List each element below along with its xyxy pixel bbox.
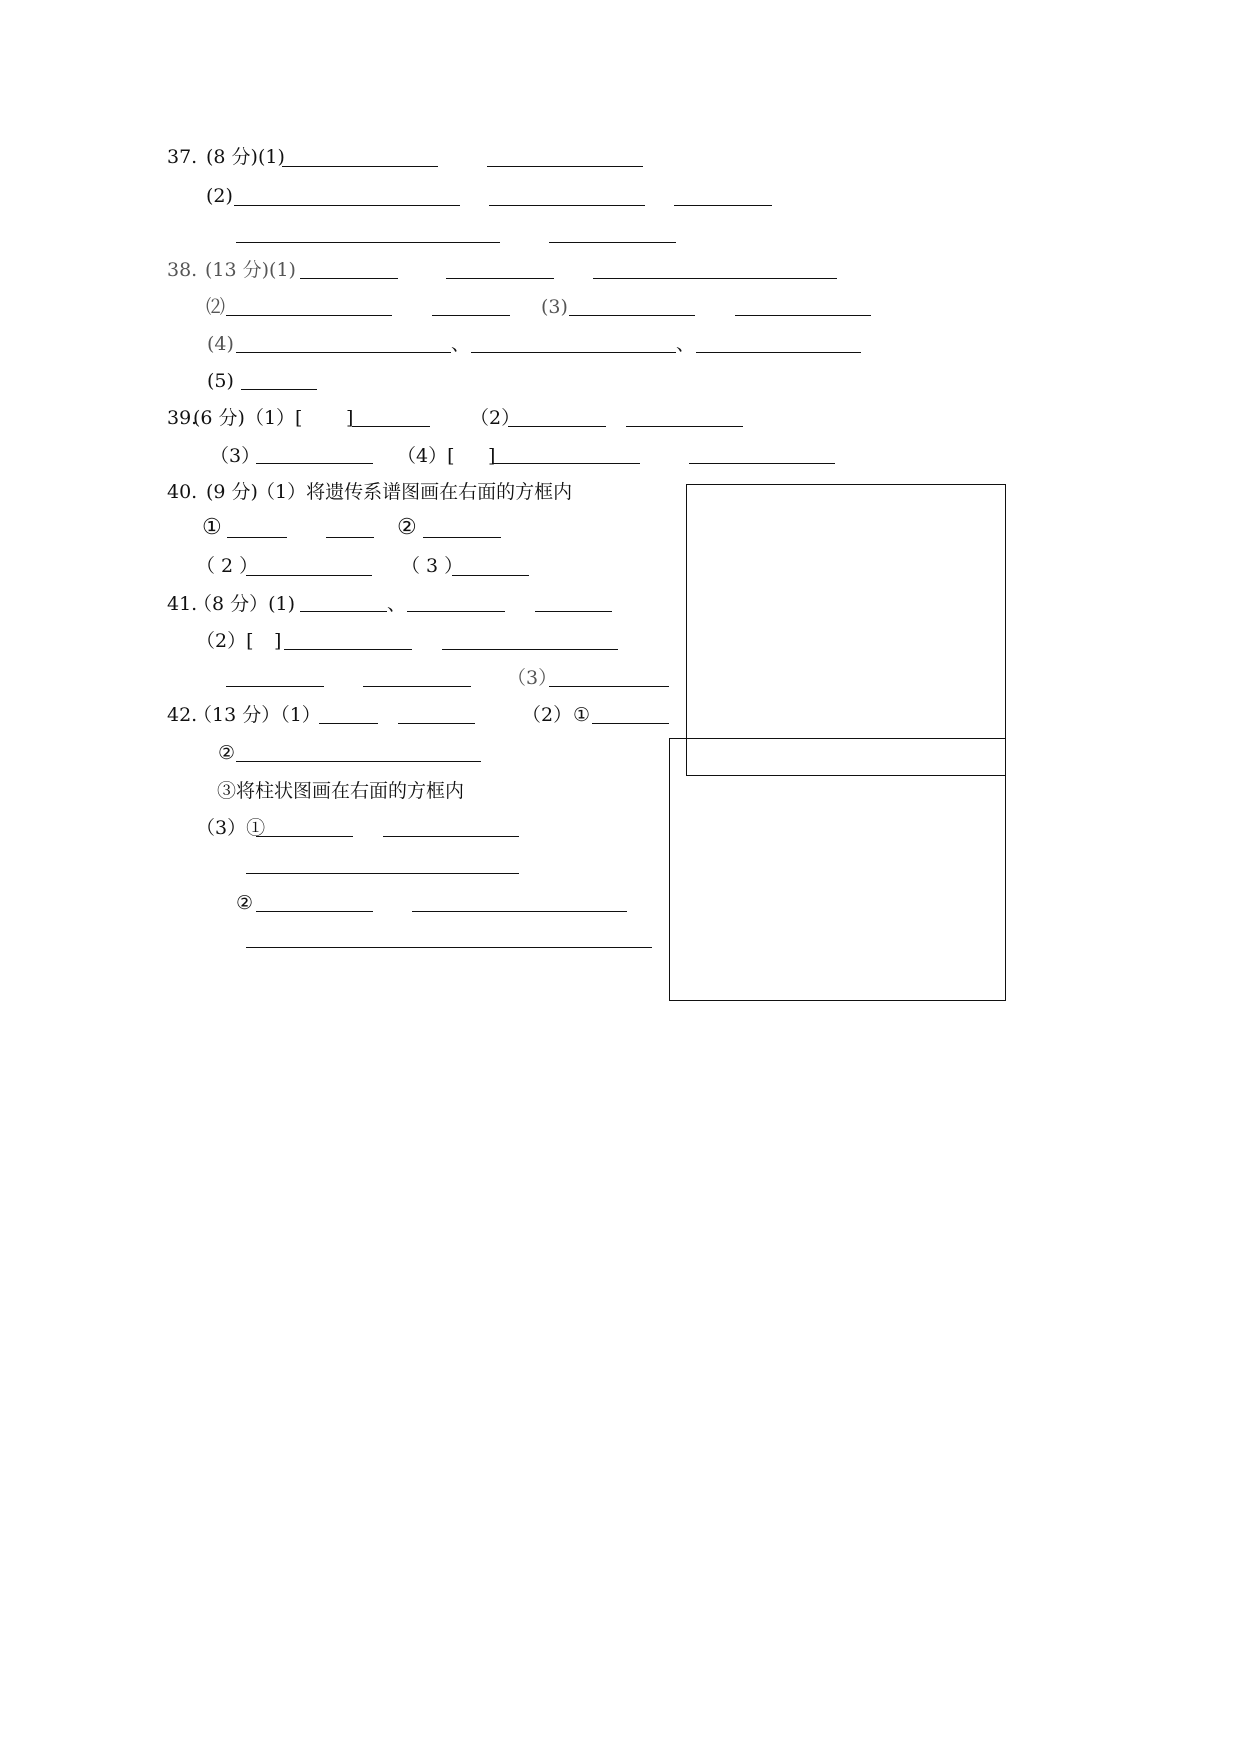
answer-blank[interactable]: [352, 426, 430, 427]
answer-blank[interactable]: [432, 315, 510, 316]
q37-points: (8 分)(1): [206, 146, 285, 168]
answer-blank[interactable]: [319, 723, 378, 724]
separator: 、: [676, 333, 696, 355]
answer-blank[interactable]: [535, 611, 612, 612]
answer-blank[interactable]: [626, 426, 743, 427]
answer-blank[interactable]: [442, 649, 618, 650]
answer-blank[interactable]: [241, 389, 317, 390]
circled-1: ①: [573, 704, 591, 726]
q42-number: 42.: [167, 704, 198, 726]
q42-part3-label: （3）①: [196, 817, 266, 839]
answer-blank[interactable]: [569, 315, 695, 316]
q40-part3-label: （ 3 ）: [401, 555, 464, 577]
answer-blank[interactable]: [246, 873, 519, 874]
answer-blank[interactable]: [446, 278, 554, 279]
answer-blank[interactable]: [246, 575, 372, 576]
answer-blank[interactable]: [471, 352, 676, 353]
answer-blank[interactable]: [674, 205, 772, 206]
answer-blank[interactable]: [487, 166, 643, 167]
answer-blank[interactable]: [246, 947, 652, 948]
bracket-close: ]: [488, 445, 496, 467]
answer-blank[interactable]: [489, 205, 645, 206]
answer-blank[interactable]: [282, 166, 438, 167]
q39-number: 39.: [167, 407, 198, 429]
answer-blank[interactable]: [284, 649, 412, 650]
answer-blank[interactable]: [234, 205, 460, 206]
answer-blank[interactable]: [226, 315, 392, 316]
q42-points: （13 分）（1）: [193, 704, 321, 726]
answer-blank[interactable]: [398, 723, 475, 724]
circled-2: ②: [236, 892, 254, 914]
answer-blank[interactable]: [383, 836, 519, 837]
q42-instruction: ③将柱状图画在右面的方框内: [217, 780, 465, 802]
answer-blank[interactable]: [696, 352, 861, 353]
q39-part4-label: （4）[: [397, 445, 455, 467]
q38-number: 38.: [167, 259, 198, 281]
q41-number: 41.: [167, 593, 198, 615]
q37-number: 37.: [167, 146, 198, 168]
bar-chart-drawing-box[interactable]: [669, 738, 1006, 1001]
answer-blank[interactable]: [452, 575, 529, 576]
answer-blank[interactable]: [256, 463, 373, 464]
circled-2: ②: [218, 742, 236, 764]
q39-part2-label: （2）: [470, 407, 521, 429]
answer-blank[interactable]: [549, 686, 669, 687]
answer-blank[interactable]: [549, 242, 676, 243]
q37-part2-label: (2): [206, 185, 233, 207]
answer-blank[interactable]: [735, 315, 871, 316]
q38-part2-label: ⑵: [206, 296, 226, 318]
answer-blank[interactable]: [593, 278, 837, 279]
circled-2: ②: [397, 515, 417, 540]
q40-points: (9 分): [206, 481, 258, 503]
answer-blank[interactable]: [236, 352, 451, 353]
answer-blank[interactable]: [256, 911, 373, 912]
answer-blank[interactable]: [423, 537, 501, 538]
q38-part5-label: (5): [207, 370, 234, 392]
answer-blank[interactable]: [300, 278, 398, 279]
bracket-close: ]: [346, 407, 354, 429]
answer-blank[interactable]: [689, 463, 835, 464]
answer-blank[interactable]: [363, 686, 471, 687]
q39-points: (6 分)（1）[: [193, 407, 303, 429]
answer-blank[interactable]: [592, 723, 669, 724]
q42-part2-label: （2）: [522, 704, 573, 726]
answer-blank[interactable]: [412, 911, 627, 912]
separator: 、: [387, 593, 407, 615]
q41-part3-label: （3）: [507, 667, 558, 689]
answer-blank[interactable]: [236, 761, 481, 762]
bracket-close: ]: [274, 630, 282, 652]
circled-1: ①: [202, 515, 222, 540]
answer-blank[interactable]: [326, 537, 374, 538]
answer-blank[interactable]: [493, 463, 640, 464]
pedigree-drawing-box[interactable]: [686, 484, 1006, 776]
answer-blank[interactable]: [236, 242, 500, 243]
answer-blank[interactable]: [508, 426, 606, 427]
separator: 、: [451, 333, 471, 355]
q41-part2-label: （2）[: [196, 630, 254, 652]
answer-blank[interactable]: [227, 537, 287, 538]
q40-instruction: （1）将遗传系谱图画在右面的方框内: [256, 481, 573, 503]
answer-blank[interactable]: [407, 611, 505, 612]
q40-part2-label: （ 2 ）: [196, 555, 259, 577]
q41-points: （8 分）(1): [193, 593, 296, 615]
q39-part3-label: （3）: [210, 445, 261, 467]
answer-blank[interactable]: [300, 611, 387, 612]
q38-part4-label: (4): [207, 333, 234, 355]
q38-points: (13 分)(1): [205, 259, 296, 281]
answer-blank[interactable]: [256, 836, 353, 837]
q38-part3-label: (3): [541, 296, 568, 318]
answer-blank[interactable]: [226, 686, 324, 687]
q40-number: 40.: [167, 481, 198, 503]
